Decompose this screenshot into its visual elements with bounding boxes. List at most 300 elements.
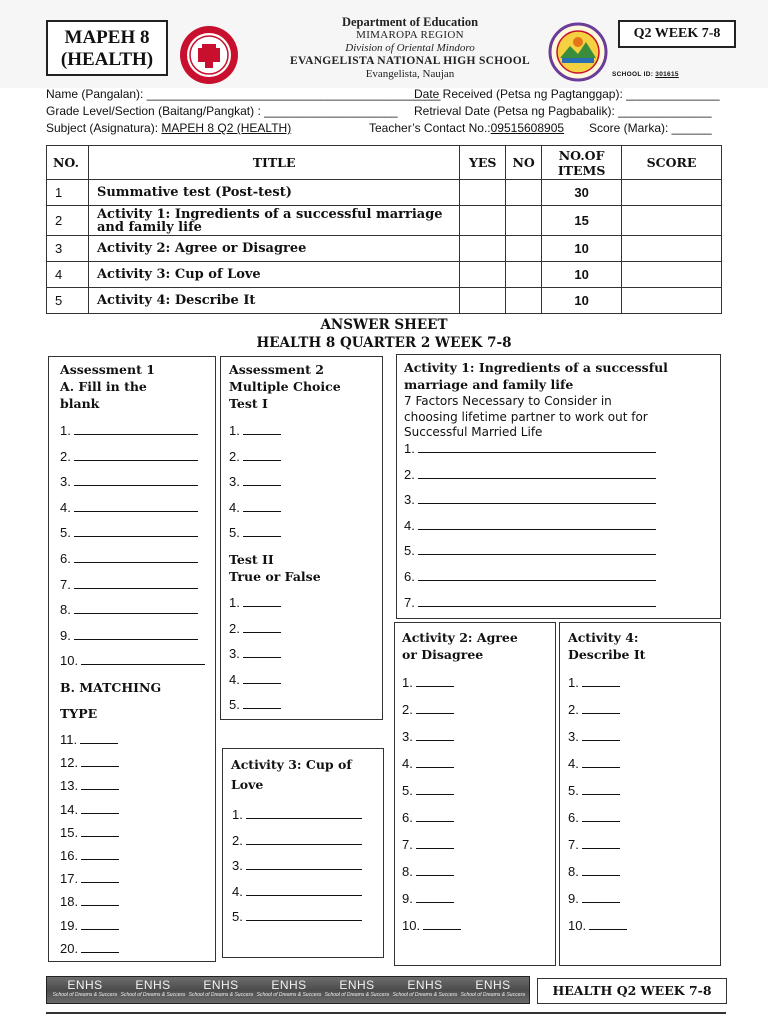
assessment1-panel xyxy=(48,356,216,962)
answer-item-number: 19. xyxy=(60,917,79,933)
answer-item xyxy=(232,884,362,899)
row-no-cell[interactable] xyxy=(506,262,542,288)
activity4-title xyxy=(568,629,645,663)
answer-item-number: 8. xyxy=(568,864,579,879)
answer-blank[interactable] xyxy=(582,783,620,795)
answer-blank[interactable] xyxy=(582,756,620,768)
answer-blank[interactable] xyxy=(81,941,119,953)
answer-blank[interactable] xyxy=(416,810,454,822)
answer-item-number: 9. xyxy=(568,891,579,906)
answer-blank[interactable] xyxy=(418,569,656,581)
answer-blank[interactable] xyxy=(423,918,461,930)
table-row xyxy=(47,180,722,206)
enhs-logo-text: ENHS xyxy=(135,978,171,992)
answer-item-number: 6. xyxy=(404,569,415,584)
assessment2-title-line1: Assessment 2 xyxy=(229,362,324,377)
answer-blank[interactable] xyxy=(81,848,119,860)
subject-box xyxy=(46,20,168,76)
answer-item xyxy=(60,848,119,863)
answer-item xyxy=(229,621,281,636)
true-false-title-line2: True or False xyxy=(229,569,321,584)
answer-item-number: 3. xyxy=(232,858,243,874)
answer-item-number: 6. xyxy=(402,810,413,825)
table-row xyxy=(47,262,722,288)
answer-blank[interactable] xyxy=(418,543,656,555)
answer-item xyxy=(568,891,620,906)
answer-item xyxy=(402,675,454,690)
answer-item-number: 5. xyxy=(232,909,243,925)
answer-item xyxy=(568,675,620,690)
answer-blank[interactable] xyxy=(582,702,620,714)
answer-sheet-title-line2: HEALTH 8 QUARTER 2 WEEK 7-8 xyxy=(256,335,512,351)
answer-item-number: 10. xyxy=(402,918,421,933)
true-false-title-line1: Test II xyxy=(229,552,274,567)
activity1-title xyxy=(404,359,668,393)
answer-blank[interactable] xyxy=(81,894,119,906)
row-title: Activity 2: Agree or Disagree xyxy=(88,236,459,262)
answer-item-number: 2. xyxy=(402,702,413,717)
answer-blank[interactable] xyxy=(243,500,281,512)
header-yes: YES xyxy=(460,146,506,180)
enhs-logo-text: ENHS xyxy=(67,978,103,992)
answer-item xyxy=(229,672,281,687)
answer-blank[interactable] xyxy=(243,525,281,537)
enhs-logo xyxy=(51,978,119,998)
subject-label: Subject (Asignatura): xyxy=(46,121,159,135)
enhs-logo xyxy=(323,978,391,998)
answer-item xyxy=(229,474,281,489)
row-score-cell[interactable] xyxy=(622,288,722,314)
answer-item-number: 12. xyxy=(60,755,79,771)
answer-blank[interactable] xyxy=(416,729,454,741)
row-items: 30 xyxy=(542,180,622,206)
activity1-subtitle-line2: choosing lifetime partner to work out for xyxy=(404,409,648,424)
activity3-title-line2: Love xyxy=(231,777,264,792)
answer-blank[interactable] xyxy=(74,602,198,614)
answer-item-number: 2. xyxy=(568,702,579,717)
answer-item-number: 5. xyxy=(568,783,579,798)
answer-item xyxy=(229,500,281,515)
answer-item-number: 6. xyxy=(568,810,579,825)
row-no: 2 xyxy=(47,206,89,236)
answer-blank[interactable] xyxy=(243,474,281,486)
answer-item xyxy=(229,449,281,464)
answer-blank[interactable] xyxy=(74,449,198,461)
row-score-cell[interactable] xyxy=(622,262,722,288)
week-box: Q2 WEEK 7-8 xyxy=(618,20,736,48)
enhs-footer-banner xyxy=(46,976,530,1004)
answer-item-number: 3. xyxy=(60,474,71,490)
answer-item-number: 3. xyxy=(229,646,240,662)
enhs-logo-tagline: School of Dreams & Success xyxy=(256,992,322,998)
enhs-logo xyxy=(391,978,459,998)
contact-field xyxy=(369,121,564,135)
answer-item xyxy=(568,837,620,852)
assessment1-title-line2: A. Fill in the xyxy=(60,379,147,394)
assessment1-title xyxy=(60,361,155,412)
answer-item-number: 11. xyxy=(60,732,78,747)
answer-item xyxy=(402,702,454,717)
answer-sheet-title-line1: ANSWER SHEET xyxy=(320,317,448,333)
answer-blank[interactable] xyxy=(74,474,198,486)
answer-item xyxy=(60,602,198,617)
answer-item xyxy=(232,833,362,848)
activity1-title-line1: Activity 1: Ingredients of a successful xyxy=(404,360,668,375)
row-no-cell[interactable] xyxy=(506,236,542,262)
answer-blank[interactable] xyxy=(243,672,281,684)
answer-blank[interactable] xyxy=(81,918,119,930)
answer-blank[interactable] xyxy=(246,858,362,870)
subject-field xyxy=(46,121,291,135)
assessment2-title-line2: Multiple Choice xyxy=(229,379,341,394)
activity1-panel xyxy=(396,354,721,619)
answer-item xyxy=(60,755,119,770)
answer-item-number: 3. xyxy=(402,729,413,744)
enhs-logo-text: ENHS xyxy=(203,978,239,992)
answer-item-number: 1. xyxy=(232,807,243,822)
answer-item xyxy=(402,783,454,798)
answer-item-number: 7. xyxy=(568,837,579,852)
answer-blank[interactable] xyxy=(246,833,362,845)
contact-label: Teacher’s Contact No.: xyxy=(369,121,491,135)
summary-table xyxy=(46,145,722,314)
answer-item xyxy=(232,807,362,822)
answer-blank[interactable] xyxy=(416,837,454,849)
header-no-col: NO xyxy=(506,146,542,180)
answer-item-number: 3. xyxy=(404,492,415,508)
answer-item-number: 5. xyxy=(229,525,240,541)
answer-item xyxy=(60,825,119,840)
answer-item-number: 8. xyxy=(402,864,413,879)
enhs-logo-text: ENHS xyxy=(475,978,511,992)
school-name: EVANGELISTA NATIONAL HIGH SCHOOL xyxy=(290,55,530,67)
answer-item xyxy=(402,918,461,933)
answer-item xyxy=(232,858,362,873)
answer-item xyxy=(568,702,620,717)
answer-item-number: 2. xyxy=(60,448,71,464)
answer-blank[interactable] xyxy=(243,449,281,461)
answer-blank[interactable] xyxy=(582,864,620,876)
answer-item-number: 20. xyxy=(60,940,79,956)
answer-blank[interactable] xyxy=(80,732,118,744)
table-row xyxy=(47,288,722,314)
answer-item xyxy=(60,474,198,489)
row-title: Summative test (Post-test) xyxy=(88,180,459,206)
answer-item-number: 2. xyxy=(229,620,240,636)
answer-blank[interactable] xyxy=(74,577,198,589)
activity1-subtitle-line3: Successful Married Life xyxy=(404,425,543,439)
enhs-logo xyxy=(119,978,187,998)
answer-item-number: 5. xyxy=(402,783,413,798)
retrieval-date-field[interactable]: Retrieval Date (Petsa ng Pagbabalik): ______________ xyxy=(414,104,712,118)
answer-item xyxy=(60,628,198,643)
footer-week-label: HEALTH Q2 WEEK 7-8 xyxy=(537,978,727,1004)
answer-item xyxy=(404,569,656,584)
answer-item xyxy=(60,894,119,909)
answer-blank[interactable] xyxy=(246,909,362,921)
answer-blank[interactable] xyxy=(416,702,454,714)
answer-item xyxy=(60,423,198,438)
enhs-logo-text: ENHS xyxy=(407,978,443,992)
answer-item xyxy=(60,941,119,956)
answer-blank[interactable] xyxy=(81,871,119,883)
answer-item-number: 4. xyxy=(229,499,240,515)
answer-item xyxy=(402,810,454,825)
contact-value: 09515608905 xyxy=(490,121,565,135)
answer-item xyxy=(402,729,454,744)
answer-blank[interactable] xyxy=(243,621,281,633)
answer-item-number: 2. xyxy=(232,832,243,848)
answer-blank[interactable] xyxy=(246,807,362,819)
answer-blank[interactable] xyxy=(74,525,198,537)
answer-item-number: 4. xyxy=(404,517,415,533)
subject-value: MAPEH 8 Q2 (HEALTH) xyxy=(161,121,292,135)
answer-sheet-title xyxy=(0,316,768,352)
answer-item xyxy=(568,918,627,933)
name-field[interactable]: Name (Pangalan): ____________________________________________ xyxy=(46,87,441,101)
answer-item xyxy=(568,810,620,825)
row-yes-cell[interactable] xyxy=(460,236,506,262)
answer-item xyxy=(568,756,620,771)
answer-blank[interactable] xyxy=(418,518,656,530)
activity1-subtitle xyxy=(404,394,648,441)
answer-item-number: 15. xyxy=(60,824,79,840)
row-score-cell[interactable] xyxy=(622,236,722,262)
answer-item-number: 6. xyxy=(60,551,71,566)
assessment2-title xyxy=(229,361,341,412)
answer-item-number: 10. xyxy=(568,918,587,933)
answer-item xyxy=(229,423,281,438)
answer-item xyxy=(229,595,281,610)
answer-item xyxy=(229,697,281,712)
answer-blank[interactable] xyxy=(81,778,119,790)
answer-blank[interactable] xyxy=(416,864,454,876)
answer-item xyxy=(402,891,454,906)
row-title: Activity 3: Cup of Love xyxy=(88,262,459,288)
enhs-logo xyxy=(459,978,527,998)
row-no-cell[interactable] xyxy=(506,206,542,236)
school-location: Evangelista, Naujan xyxy=(365,68,455,80)
answer-item xyxy=(60,918,119,933)
row-score-cell[interactable] xyxy=(622,180,722,206)
answer-blank[interactable] xyxy=(243,595,281,607)
row-items: 10 xyxy=(542,288,622,314)
activity3-title xyxy=(231,755,352,795)
activity1-subtitle-line1: 7 Factors Necessary to Consider in xyxy=(404,394,612,408)
header-no: NO. xyxy=(47,146,89,180)
answer-blank[interactable] xyxy=(589,918,627,930)
answer-blank[interactable] xyxy=(416,891,454,903)
row-items: 15 xyxy=(542,206,622,236)
row-items: 10 xyxy=(542,262,622,288)
department-name: Department of Education xyxy=(341,15,479,29)
answer-item xyxy=(568,864,620,879)
header-score: SCORE xyxy=(622,146,722,180)
table-row xyxy=(47,206,722,236)
answer-item xyxy=(229,646,281,661)
answer-blank[interactable] xyxy=(582,837,620,849)
answer-item-number: 4. xyxy=(60,499,71,515)
answer-item-number: 7. xyxy=(402,837,413,852)
answer-item xyxy=(402,756,454,771)
answer-blank[interactable] xyxy=(74,551,198,563)
answer-blank[interactable] xyxy=(74,423,198,435)
header-items-text: NO.OF ITEMS xyxy=(557,147,606,178)
answer-blank[interactable] xyxy=(418,595,656,607)
assessment2-panel xyxy=(220,356,383,720)
answer-item xyxy=(60,653,205,668)
row-yes-cell[interactable] xyxy=(460,288,506,314)
answer-item xyxy=(568,783,620,798)
assessment1-title-line1: Assessment 1 xyxy=(60,362,155,377)
answer-item-number: 4. xyxy=(568,756,579,771)
activity4-title-line1: Activity 4: xyxy=(568,630,639,645)
enhs-logo-tagline: School of Dreams & Success xyxy=(52,992,118,998)
enhs-logo-tagline: School of Dreams & Success xyxy=(392,992,458,998)
answer-item-number: 10. xyxy=(60,653,79,669)
header-items xyxy=(542,146,622,180)
activity2-title-line1: Activity 2: Agree xyxy=(402,630,518,645)
matching-title-line1: B. MATCHING xyxy=(60,680,162,695)
answer-item-number: 3. xyxy=(568,729,579,744)
answer-item-number: 2. xyxy=(229,448,240,464)
footer-divider xyxy=(46,1012,726,1014)
answer-blank[interactable] xyxy=(416,783,454,795)
division-name: Division of Oriental Mindoro xyxy=(345,42,475,54)
answer-item-number: 1. xyxy=(229,423,240,438)
answer-item xyxy=(568,729,620,744)
activity2-title xyxy=(402,629,518,663)
answer-item xyxy=(60,802,119,817)
row-no-cell[interactable] xyxy=(506,180,542,206)
row-title: Activity 4: Describe It xyxy=(88,288,459,314)
row-no: 1 xyxy=(47,180,89,206)
row-title: Activity 1: Ingredients of a successful marriage and family life xyxy=(88,206,459,236)
answer-blank[interactable] xyxy=(418,441,656,453)
subject-box-line2: (HEALTH) xyxy=(60,49,154,70)
answer-blank[interactable] xyxy=(416,675,454,687)
activity3-title-line1: Activity 3: Cup of xyxy=(231,757,352,772)
answer-blank[interactable] xyxy=(74,628,198,640)
row-yes-cell[interactable] xyxy=(460,180,506,206)
answer-blank[interactable] xyxy=(81,802,119,814)
enhs-logo-tagline: School of Dreams & Success xyxy=(120,992,186,998)
region-name: MIMAROPA REGION xyxy=(356,29,464,41)
answer-blank[interactable] xyxy=(582,729,620,741)
answer-blank[interactable] xyxy=(418,467,656,479)
row-yes-cell[interactable] xyxy=(460,206,506,236)
answer-blank[interactable] xyxy=(243,423,281,435)
answer-item-number: 18. xyxy=(60,894,79,910)
answer-item xyxy=(60,500,198,515)
enhs-logo-tagline: School of Dreams & Success xyxy=(460,992,526,998)
assessment1-title-line3: blank xyxy=(60,396,100,411)
true-false-title xyxy=(229,551,321,585)
enhs-logo-tagline: School of Dreams & Success xyxy=(188,992,254,998)
answer-item xyxy=(402,837,454,852)
row-items: 10 xyxy=(542,236,622,262)
row-no: 5 xyxy=(47,288,89,314)
row-score-cell[interactable] xyxy=(622,206,722,236)
answer-item xyxy=(404,441,656,456)
enhs-logo xyxy=(187,978,255,998)
header-title: TITLE xyxy=(88,146,459,180)
answer-blank[interactable] xyxy=(81,653,205,665)
answer-item-number: 5. xyxy=(404,543,415,559)
activity3-panel xyxy=(222,748,384,958)
activity2-title-line2: or Disagree xyxy=(402,647,484,662)
school-heading xyxy=(230,16,590,81)
subject-box-line1: MAPEH 8 xyxy=(64,27,150,48)
row-no: 4 xyxy=(47,262,89,288)
answer-item xyxy=(60,871,119,886)
answer-blank[interactable] xyxy=(416,756,454,768)
answer-item-number: 3. xyxy=(229,474,240,490)
matching-title-line2: TYPE xyxy=(60,706,98,721)
row-yes-cell[interactable] xyxy=(460,262,506,288)
answer-item xyxy=(232,909,362,924)
answer-blank[interactable] xyxy=(81,755,119,767)
answer-blank[interactable] xyxy=(418,492,656,504)
answer-blank[interactable] xyxy=(246,884,362,896)
answer-item-number: 4. xyxy=(229,671,240,687)
division-seal-logo xyxy=(548,22,608,82)
answer-item-number: 2. xyxy=(404,466,415,482)
answer-item xyxy=(402,864,454,879)
school-id-value: 301615 xyxy=(655,71,679,78)
row-no: 3 xyxy=(47,236,89,262)
answer-item-number: 16. xyxy=(60,848,79,863)
answer-blank[interactable] xyxy=(582,675,620,687)
answer-item xyxy=(60,577,198,592)
answer-item xyxy=(60,525,198,540)
answer-item-number: 4. xyxy=(232,883,243,899)
enhs-logo xyxy=(255,978,323,998)
enhs-logo-text: ENHS xyxy=(339,978,375,992)
answer-item-number: 9. xyxy=(402,891,413,906)
answer-item-number: 9. xyxy=(60,627,71,643)
answer-item xyxy=(404,492,656,507)
answer-item-number: 5. xyxy=(60,525,71,541)
answer-item xyxy=(404,595,656,610)
answer-item xyxy=(404,543,656,558)
answer-blank[interactable] xyxy=(74,500,198,512)
answer-item-number: 7. xyxy=(404,594,415,610)
activity4-title-line2: Describe It xyxy=(568,647,646,662)
answer-item-number: 7. xyxy=(60,576,71,592)
enhs-logo-tagline: School of Dreams & Success xyxy=(324,992,390,998)
date-received-field[interactable]: Date Received (Petsa ng Pagtanggap): ______________ xyxy=(414,87,720,101)
answer-item-number: 13. xyxy=(60,778,79,794)
answer-item xyxy=(60,732,118,747)
answer-item xyxy=(229,525,281,540)
answer-item xyxy=(60,449,198,464)
answer-blank[interactable] xyxy=(582,810,620,822)
table-row xyxy=(47,236,722,262)
answer-item-number: 5. xyxy=(229,697,240,713)
answer-item-number: 1. xyxy=(402,675,413,690)
grade-section-field[interactable]: Grade Level/Section (Baitang/Pangkat) : ____________________ xyxy=(46,104,398,118)
answer-blank[interactable] xyxy=(582,891,620,903)
score-field[interactable]: Score (Marka): ______ xyxy=(589,121,712,135)
activity2-panel xyxy=(394,622,556,966)
answer-blank[interactable] xyxy=(243,697,281,709)
answer-blank[interactable] xyxy=(243,646,281,658)
answer-blank[interactable] xyxy=(81,825,119,837)
answer-item-number: 14. xyxy=(60,801,79,817)
row-no-cell[interactable] xyxy=(506,288,542,314)
answer-item-number: 1. xyxy=(60,423,71,438)
